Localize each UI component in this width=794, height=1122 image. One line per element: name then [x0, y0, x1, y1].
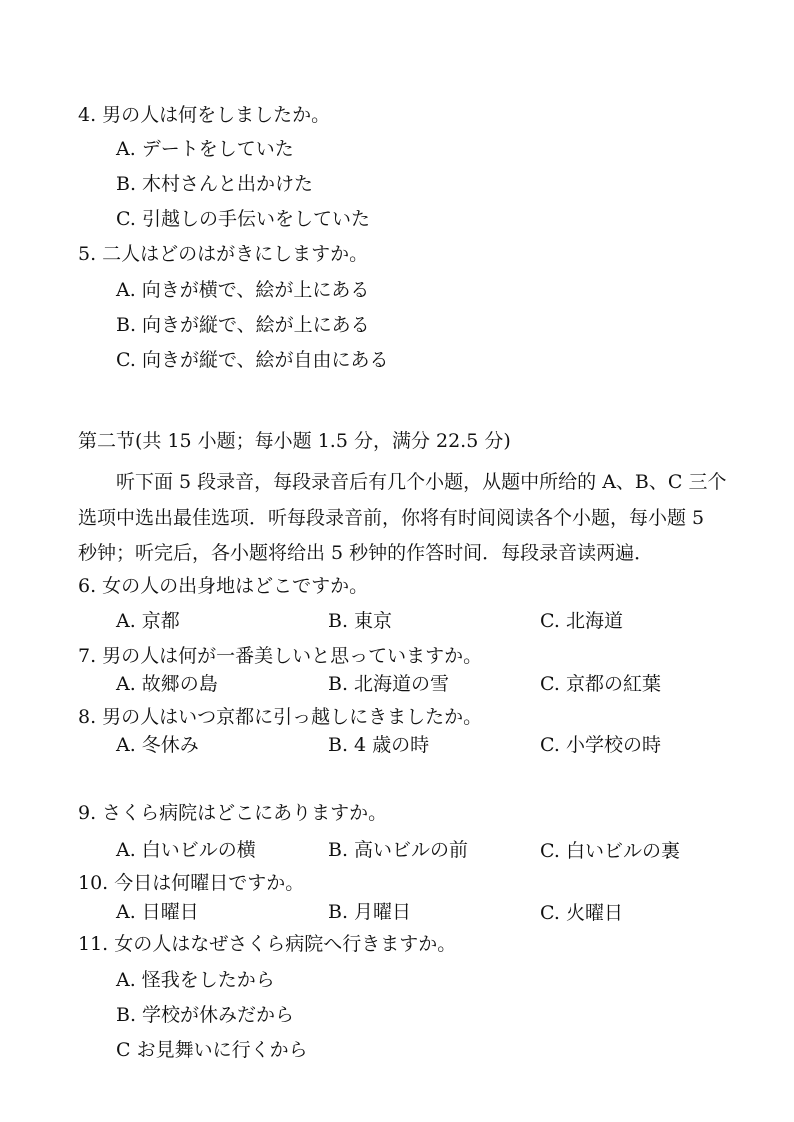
instruction-line-2: 选项中选出最佳选项．听每段录音前，你将有时间阅读各个小题，每小题 5: [78, 507, 705, 529]
question-6-option-b: B. 東京: [328, 610, 393, 632]
question-10-option-a: A. 日曜日: [116, 901, 199, 923]
question-8-option-b: B. 4 歳の時: [328, 734, 430, 756]
question-7-option-a: A. 故郷の島: [116, 673, 218, 695]
question-6-option-c: C. 北海道: [540, 610, 623, 632]
question-4-stem: 4. 男の人は何をしましたか。: [78, 104, 331, 126]
question-5-option-b: B. 向きが縦で、絵が上にある: [116, 314, 370, 336]
instruction-line-1: 听下面 5 段录音，每段录音后有几个小题，从题中所给的 A、B、C 三个: [116, 471, 727, 493]
section-heading: 第二节(共 15 小题；每小题 1.5 分，满分 22.5 分): [78, 430, 511, 452]
question-9-stem: 9. さくら病院はどこにありますか。: [78, 802, 388, 824]
question-9-option-c: C. 白いビルの裏: [540, 840, 680, 862]
question-5-option-c: C. 向きが縦で、絵が自由にある: [116, 349, 389, 371]
question-8-option-a: A. 冬休み: [116, 734, 199, 756]
question-7-option-b: B. 北海道の雪: [328, 673, 450, 695]
question-4-option-b: B. 木村さんと出かけた: [116, 173, 314, 195]
question-8-stem: 8. 男の人はいつ京都に引っ越しにきましたか。: [78, 706, 483, 728]
question-6-stem: 6. 女の人の出身地はどこですか。: [78, 575, 369, 597]
question-11-stem: 11. 女の人はなぜさくら病院へ行きますか。: [78, 933, 457, 955]
question-7-option-c: C. 京都の紅葉: [540, 673, 661, 695]
question-7-stem: 7. 男の人は何が一番美しいと思っていますか。: [78, 645, 483, 667]
question-10-option-c: C. 火曜日: [540, 902, 623, 924]
question-9-option-b: B. 高いビルの前: [328, 839, 469, 861]
question-5-option-a: A. 向きが横で、絵が上にある: [116, 279, 370, 301]
question-10-option-b: B. 月曜日: [328, 901, 412, 923]
question-6-option-a: A. 京都: [116, 610, 180, 632]
question-11-option-b: B. 学校が休みだから: [116, 1004, 295, 1026]
question-5-stem: 5. 二人はどのはがきにしますか。: [78, 243, 369, 265]
question-8-option-c: C. 小学校の時: [540, 734, 661, 756]
question-10-stem: 10. 今日は何曜日ですか。: [78, 872, 305, 894]
instruction-line-3: 秒钟；听完后，各小题将给出 5 秒钟的作答时间．每段录音读两遍．: [78, 542, 654, 564]
question-9-option-a: A. 白いビルの横: [116, 839, 256, 861]
question-4-option-c: C. 引越しの手伝いをしていた: [116, 208, 370, 230]
question-4-option-a: A. デートをしていた: [116, 138, 294, 160]
question-11-option-a: A. 怪我をしたから: [116, 969, 275, 991]
question-11-option-c: C お見舞いに行くから: [116, 1039, 308, 1061]
